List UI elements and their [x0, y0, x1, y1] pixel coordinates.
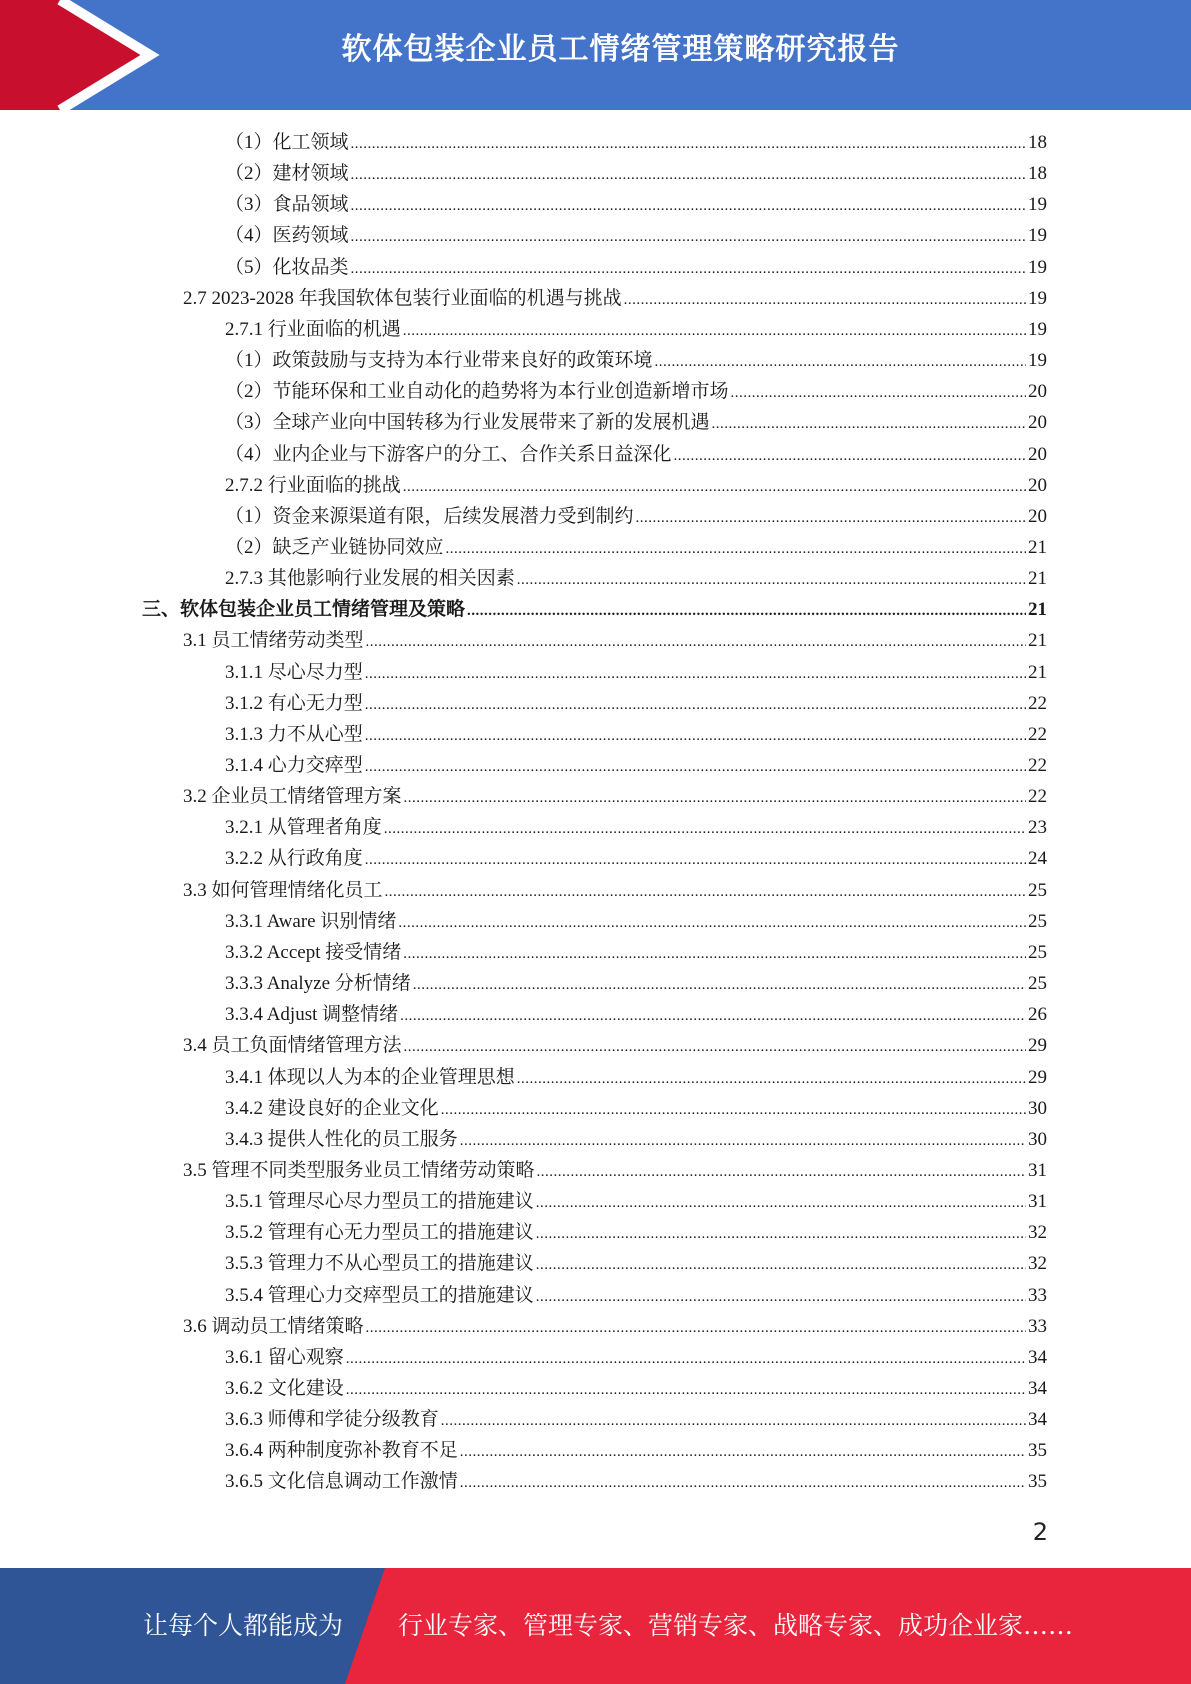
toc-entry[interactable] — [225, 1342, 1047, 1373]
toc-leader-dots — [351, 254, 1026, 285]
toc-entry-page: 21 — [1028, 630, 1047, 652]
toc-entry[interactable] — [225, 688, 1047, 719]
footer-slogan-right: 行业专家、管理专家、营销专家、战略专家、成功企业家…… — [398, 1611, 1074, 1640]
toc-entry-label: 3.6.4 两种制度弥补教育不足 — [225, 1440, 458, 1462]
toc-entry[interactable] — [225, 750, 1047, 781]
toc-entry[interactable] — [225, 220, 1047, 251]
toc-entry-label: 3.1.1 尽心尽力型 — [225, 661, 363, 683]
toc-leader-dots — [365, 721, 1026, 752]
page-footer — [0, 1568, 1191, 1684]
toc-entry-page: 22 — [1028, 692, 1047, 714]
toc-entry-page: 20 — [1028, 381, 1047, 403]
toc-entry-label: 2.7.1 行业面临的机遇 — [225, 318, 401, 340]
toc-entry-page: 33 — [1028, 1284, 1047, 1306]
toc-entry-label: 3.6.1 留心观察 — [225, 1346, 344, 1368]
toc-leader-dots — [536, 1250, 1026, 1281]
toc-entry[interactable] — [225, 376, 1047, 407]
toc-leader-dots — [537, 1157, 1026, 1188]
toc-entry[interactable] — [142, 594, 1047, 625]
toc-entry[interactable] — [225, 1093, 1047, 1124]
toc-leader-dots — [384, 814, 1026, 845]
toc-entry-page: 21 — [1028, 661, 1047, 683]
toc-entry[interactable] — [225, 439, 1047, 470]
toc-entry[interactable] — [225, 1062, 1047, 1093]
toc-entry-label: （3）全球产业向中国转移为行业发展带来了新的发展机遇 — [225, 412, 710, 434]
toc-entry-label: （1）资金来源渠道有限，后续发展潜力受到制约 — [225, 505, 634, 527]
toc-entry-page: 29 — [1028, 1066, 1047, 1088]
toc-leader-dots — [536, 1282, 1026, 1313]
toc-entry-page: 21 — [1028, 568, 1047, 590]
toc-entry-label: 3.3 如何管理情绪化员工 — [183, 879, 383, 901]
toc-entry[interactable] — [183, 625, 1047, 656]
toc-entry-label: 3.2 企业员工情绪管理方案 — [183, 786, 402, 808]
toc-entry-label: 3.5.3 管理力不从心型员工的措施建议 — [225, 1253, 534, 1275]
toc-entry-page: 21 — [1028, 536, 1047, 558]
toc-entry-label: （4）医药领域 — [225, 225, 349, 247]
toc-entry-page: 25 — [1028, 973, 1047, 995]
toc-leader-dots — [366, 627, 1026, 658]
toc-entry[interactable] — [225, 812, 1047, 843]
toc-entry-label: 3.1.2 有心无力型 — [225, 692, 363, 714]
toc-leader-dots — [403, 316, 1026, 347]
toc-leader-dots — [467, 596, 1026, 627]
page-header — [0, 0, 1191, 110]
toc-leader-dots — [517, 565, 1026, 596]
page-number: 2 — [1032, 1518, 1048, 1546]
toc-entry-page: 34 — [1028, 1378, 1047, 1399]
toc-entry-label: 3.1.3 力不从心型 — [225, 723, 363, 745]
toc-entry-label: 三、软体包装企业员工情绪管理及策略 — [142, 599, 466, 621]
toc-entry[interactable] — [225, 719, 1047, 750]
toc-entry-label: 3.3.2 Accept 接受情绪 — [225, 941, 402, 963]
toc-entry[interactable] — [225, 999, 1047, 1030]
toc-entry-page: 25 — [1028, 879, 1047, 901]
toc-entry[interactable] — [225, 563, 1047, 594]
toc-entry[interactable] — [225, 1435, 1047, 1466]
toc-leader-dots — [624, 285, 1026, 316]
toc-entry[interactable] — [225, 1186, 1047, 1217]
toc-entry-page: 19 — [1028, 225, 1047, 247]
toc-entry-page: 18 — [1028, 132, 1047, 153]
toc-entry[interactable] — [183, 283, 1047, 314]
toc-entry-label: 3.3.3 Analyze 分析情绪 — [225, 973, 411, 995]
toc-leader-dots — [441, 1406, 1026, 1437]
toc-entry-page: 25 — [1028, 910, 1047, 932]
toc-leader-dots — [365, 690, 1026, 721]
toc-leader-dots — [365, 659, 1026, 690]
toc-entry[interactable] — [225, 906, 1047, 937]
toc-leader-dots — [400, 1001, 1026, 1032]
toc-entry-label: 3.6.3 师傅和学徒分级教育 — [225, 1409, 439, 1431]
toc-entry-label: 3.6.2 文化建设 — [225, 1378, 344, 1399]
toc-entry-label: 3.4.3 提供人性化的员工服务 — [225, 1128, 458, 1150]
toc-entry[interactable] — [225, 1248, 1047, 1279]
toc-leader-dots — [351, 191, 1026, 222]
toc-entry-page: 19 — [1028, 194, 1047, 216]
document-title: 软体包装企业员工情绪管理策略研究报告 — [341, 32, 900, 67]
toc-entry-label: 3.5.4 管理心力交瘁型员工的措施建议 — [225, 1284, 534, 1306]
toc-entry[interactable] — [225, 501, 1047, 532]
toc-leader-dots — [404, 1032, 1026, 1063]
footer-slogan-left: 让每个人都能成为 — [143, 1611, 344, 1640]
toc-entry[interactable] — [225, 532, 1047, 563]
toc-entry[interactable] — [225, 968, 1047, 999]
toc-entry-label: 3.3.1 Aware 识别情绪 — [225, 910, 397, 932]
toc-entry-page: 20 — [1028, 412, 1047, 434]
toc-entry-page: 34 — [1028, 1346, 1047, 1368]
toc-entry[interactable] — [183, 1311, 1047, 1342]
toc-entry[interactable] — [225, 937, 1047, 968]
toc-leader-dots — [365, 845, 1026, 876]
toc-entry-page: 23 — [1028, 817, 1047, 839]
toc-entry-label: 3.1.4 心力交瘁型 — [225, 755, 363, 776]
toc-entry[interactable] — [183, 875, 1047, 906]
toc-entry[interactable] — [183, 781, 1047, 812]
toc-leader-dots — [351, 222, 1026, 253]
toc-entry-page: 22 — [1028, 723, 1047, 745]
toc-entry-page: 31 — [1028, 1191, 1047, 1213]
toc-leader-dots — [385, 877, 1026, 908]
toc-leader-dots — [517, 1064, 1026, 1095]
toc-entry-label: 2.7.2 行业面临的挑战 — [225, 474, 401, 496]
toc-entry-page: 20 — [1028, 443, 1047, 465]
toc-leader-dots — [351, 129, 1026, 160]
toc-entry-label: （1）政策鼓励与支持为本行业带来良好的政策环境 — [225, 350, 653, 372]
toc-entry[interactable] — [225, 1373, 1047, 1404]
toc-entry[interactable] — [225, 345, 1047, 376]
toc-entry-page: 19 — [1028, 287, 1047, 309]
toc-entry-page: 33 — [1028, 1315, 1047, 1337]
toc-leader-dots — [366, 1313, 1026, 1344]
toc-entry-label: （4）业内企业与下游客户的分工、合作关系日益深化 — [225, 443, 672, 465]
toc-entry-label: （2）节能环保和工业自动化的趋势将为本行业创造新增市场 — [225, 381, 729, 403]
toc-entry-label: 3.1 员工情绪劳动类型 — [183, 630, 364, 652]
toc-leader-dots — [346, 1344, 1026, 1375]
toc-leader-dots — [460, 1468, 1026, 1499]
toc-entry-label: 3.5.2 管理有心无力型员工的措施建议 — [225, 1222, 534, 1244]
toc-leader-dots — [413, 970, 1026, 1001]
toc-entry[interactable] — [183, 1030, 1047, 1061]
toc-leader-dots — [404, 783, 1026, 814]
toc-entry-label: 3.4.2 建设良好的企业文化 — [225, 1097, 439, 1119]
toc-entry-page: 22 — [1028, 786, 1047, 808]
toc-entry[interactable] — [225, 1404, 1047, 1435]
toc-entry-page: 32 — [1028, 1253, 1047, 1275]
toc-leader-dots — [731, 378, 1026, 409]
toc-leader-dots — [536, 1219, 1026, 1250]
toc-entry[interactable] — [225, 189, 1047, 220]
toc-entry-label: 2.7 2023-2028 年我国软体包装行业面临的机遇与挑战 — [183, 287, 622, 309]
toc-entry[interactable] — [225, 657, 1047, 688]
toc-entry[interactable] — [225, 1124, 1047, 1155]
toc-leader-dots — [441, 1095, 1026, 1126]
toc-entry-page: 24 — [1028, 848, 1047, 870]
toc-leader-dots — [460, 1126, 1026, 1157]
toc-entry-page: 32 — [1028, 1222, 1047, 1244]
toc-entry[interactable] — [225, 1217, 1047, 1248]
toc-entry-label: 3.6 调动员工情绪策略 — [183, 1315, 364, 1337]
toc-entry-label: （1）化工领域 — [225, 132, 349, 153]
toc-entry[interactable] — [225, 843, 1047, 874]
toc-entry[interactable] — [183, 1155, 1047, 1186]
toc-entry-page: 21 — [1028, 599, 1047, 621]
toc-leader-dots — [403, 472, 1026, 503]
toc-entry-page: 31 — [1028, 1159, 1047, 1181]
toc-leader-dots — [655, 347, 1026, 378]
toc-entry-page: 35 — [1028, 1471, 1047, 1493]
toc-leader-dots — [674, 441, 1026, 472]
toc-entry-label: 3.6.5 文化信息调动工作激情 — [225, 1471, 458, 1493]
toc-leader-dots — [403, 939, 1026, 970]
toc-leader-dots — [460, 1437, 1026, 1468]
toc-entry-page: 25 — [1028, 941, 1047, 963]
toc-entry[interactable] — [225, 252, 1047, 283]
toc-leader-dots — [365, 752, 1026, 783]
toc-entry-page: 30 — [1028, 1128, 1047, 1150]
toc-entry[interactable] — [225, 314, 1047, 345]
toc-entry-label: 3.5 管理不同类型服务业员工情绪劳动策略 — [183, 1159, 535, 1181]
toc-entry-label: 3.3.4 Adjust 调整情绪 — [225, 1004, 399, 1026]
toc-entry-page: 18 — [1028, 163, 1047, 185]
toc-entry[interactable] — [225, 470, 1047, 501]
toc-entry-page: 35 — [1028, 1440, 1047, 1462]
toc-entry-page: 29 — [1028, 1035, 1047, 1057]
toc-leader-dots — [536, 1188, 1026, 1219]
toc-entry-label: 3.4 员工负面情绪管理方法 — [183, 1035, 402, 1057]
toc-entry-page: 34 — [1028, 1409, 1047, 1431]
toc-entry[interactable] — [225, 1466, 1047, 1497]
toc-entry-page: 19 — [1028, 256, 1047, 278]
toc-leader-dots — [446, 534, 1026, 565]
toc-leader-dots — [351, 160, 1026, 191]
toc-entry-label: （2）建材领域 — [225, 163, 349, 185]
toc-entry-label: 3.2.1 从管理者角度 — [225, 817, 382, 839]
toc-entry-page: 19 — [1028, 318, 1047, 340]
toc-entry-label: （2）缺乏产业链协同效应 — [225, 536, 444, 558]
toc-leader-dots — [636, 503, 1026, 534]
toc-entry-label: （5）化妆品类 — [225, 256, 349, 278]
toc-entry[interactable] — [225, 1280, 1047, 1311]
toc-entry[interactable] — [225, 407, 1047, 438]
toc-entry-label: （3）食品领域 — [225, 194, 349, 216]
toc-entry-label: 2.7.3 其他影响行业发展的相关因素 — [225, 568, 515, 590]
toc-entry[interactable] — [225, 127, 1047, 158]
toc-entry-label: 3.4.1 体现以人为本的企业管理思想 — [225, 1066, 515, 1088]
toc-entry-page: 22 — [1028, 755, 1047, 776]
toc-entry-page: 26 — [1028, 1004, 1047, 1026]
toc-leader-dots — [712, 409, 1026, 440]
toc-entry-page: 30 — [1028, 1097, 1047, 1119]
toc-entry-page: 20 — [1028, 505, 1047, 527]
toc-entry-page: 20 — [1028, 474, 1047, 496]
toc-entry-label: 3.5.1 管理尽心尽力型员工的措施建议 — [225, 1191, 534, 1213]
toc-leader-dots — [398, 908, 1026, 939]
toc-entry-page: 19 — [1028, 350, 1047, 372]
toc-entry-label: 3.2.2 从行政角度 — [225, 848, 363, 870]
toc-entry[interactable] — [225, 158, 1047, 189]
toc-leader-dots — [346, 1375, 1026, 1406]
